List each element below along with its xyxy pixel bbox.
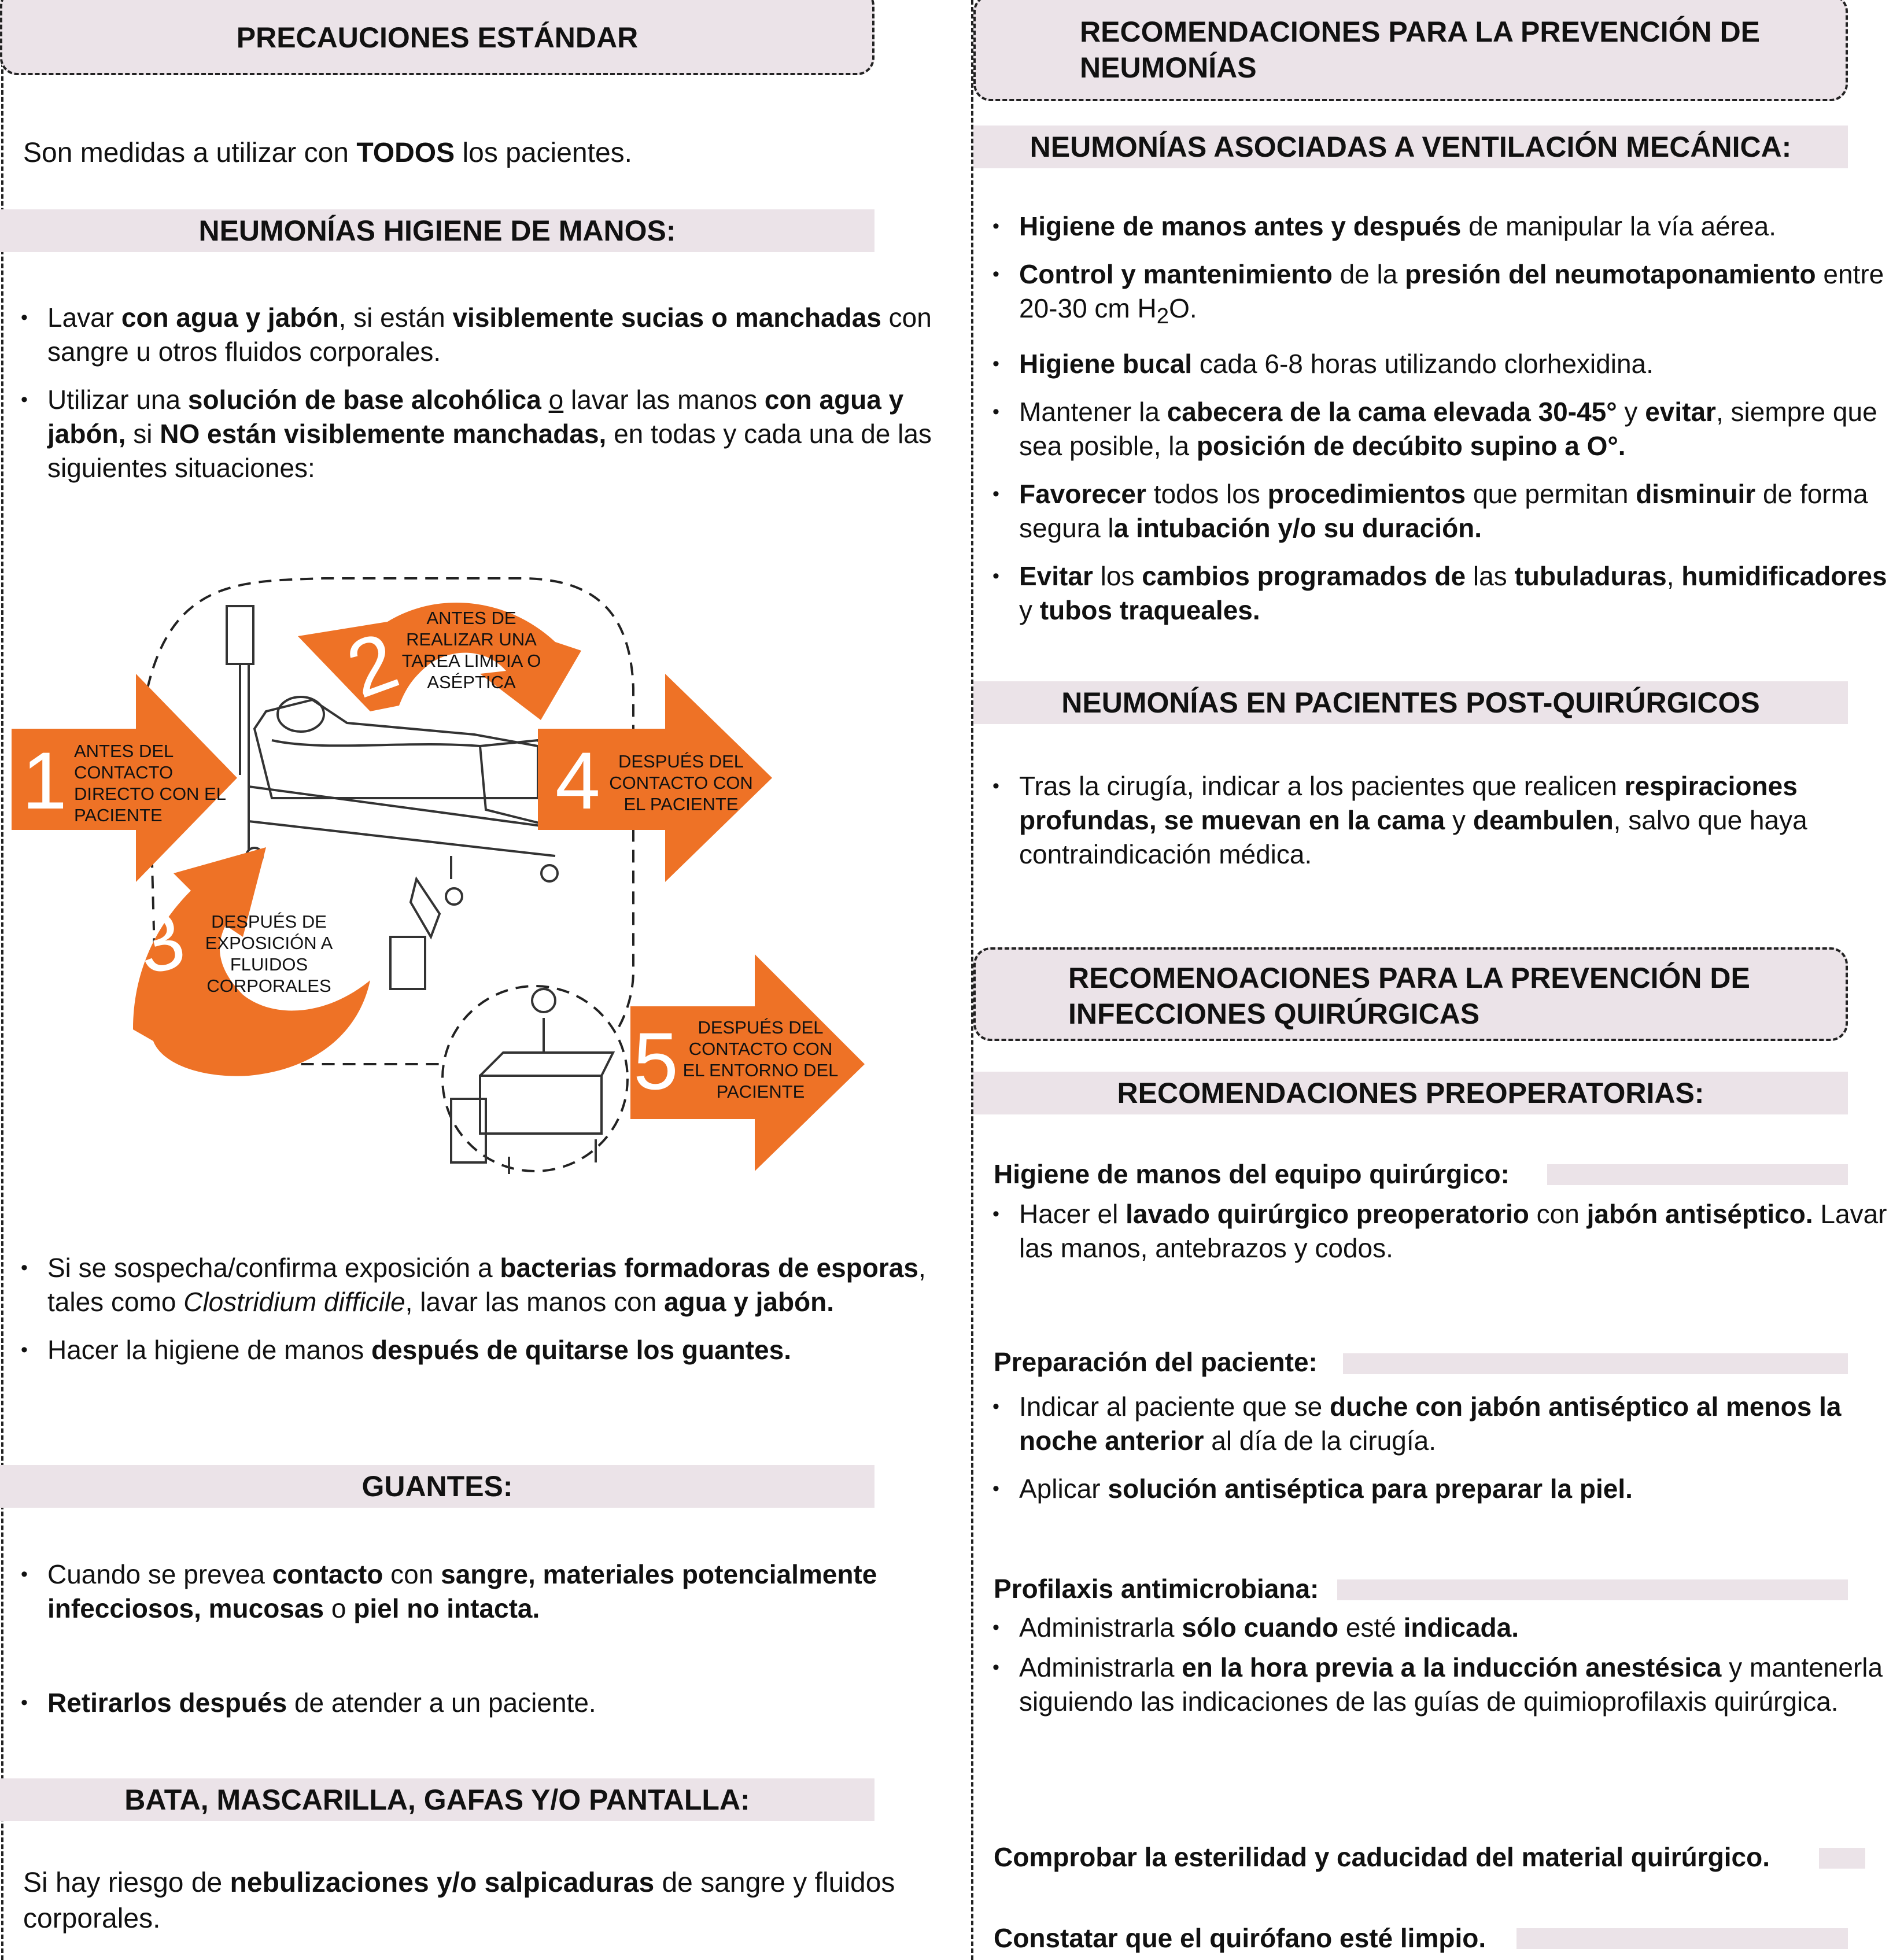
prophylaxis-item-2: • Administrarla en la hora previa a la inducción anestésica y mantenerla siguiendo las indicaciones de las guías de quimioprofilaxis quirúrgica. [986, 1651, 1888, 1719]
ventilation-item-4: • Mantener la cabecera de la cama elevada 30-45° y evitar, siempre que sea posible, la posición de decúbito supino a O°. [986, 395, 1888, 463]
hand-hygiene-list [14, 301, 945, 499]
moment-4-number: 4 [555, 735, 600, 826]
environment-zone-dashed-circle [442, 986, 628, 1171]
surgical-infection-prevention-title [973, 947, 1848, 1041]
pneumonia-prevention-title [973, 0, 1848, 101]
ventilation-item-3: • Higiene bucal cada 6-8 horas utilizando clorhexidina. [986, 347, 1888, 381]
gloves-list [14, 1557, 945, 1734]
post-surgical-pneumonia-heading: NEUMONÍAS EN PACIENTES POST-QUIRÚRGICOS [973, 681, 1848, 724]
moment-3-number: 3 [126, 892, 194, 992]
ventilation-item-1: • Higiene de manos antes y después de manipular la vía aérea. [986, 209, 1888, 243]
standard-precautions-title [0, 0, 874, 75]
prophylaxis-item-1: • Administrarla sólo cuando esté indicada. [986, 1611, 1888, 1645]
intro-text: Son medidas a utilizar con TODOS los pacientes. [23, 138, 632, 168]
moment-1-number: 1 [22, 735, 67, 826]
hand-hygiene-list-2 [14, 1251, 945, 1381]
moment-5-number: 5 [633, 1016, 678, 1106]
post-surgical-list [986, 769, 1888, 885]
hand-hygiene-item-3: • Si se sospecha/confirma exposición a bacterias formadoras de esporas, tales como Clostridium difficile, lavar las manos con agua y jabón. [14, 1251, 945, 1319]
moment-1-label: ANTES DEL CONTACTO DIRECTO CON EL PACIENTE [74, 741, 226, 825]
surgical-team-hands-strip [1547, 1164, 1848, 1185]
moment-5-label: DESPUÉS DEL CONTACTO CON EL ENTORNO DEL PACIENTE [682, 1017, 839, 1102]
moment-4-label: DESPUÉS DEL CONTACTO CON EL PACIENTE [609, 751, 753, 814]
operating-room-clean-text: Constatar que el quirófano esté limpio. [994, 1923, 1486, 1953]
sterility-check-text: Comprobar la esterilidad y caducidad del material quirúrgico. [994, 1842, 1770, 1872]
patient-preparation-strip [1343, 1353, 1848, 1374]
patient-preparation-heading: Preparación del paciente: [994, 1347, 1318, 1377]
ventilation-item-5: • Favorecer todos los procedimientos que permitan disminuir de forma segura la intubación y/o su duración. [986, 477, 1888, 545]
surgical-team-hands-list [986, 1197, 1888, 1279]
sterility-check-strip [1819, 1848, 1865, 1869]
moment-2-number: 2 [335, 614, 409, 715]
patient-preparation-item-2: • Aplicar solución antiséptica para preparar la piel. [986, 1472, 1888, 1506]
hand-hygiene-item-2: • Utilizar una solución de base alcohólica o lavar las manos con agua y jabón, si NO están visiblemente manchadas, en todas y cada una de las siguientes situaciones: [14, 383, 945, 485]
patient-preparation-item-1: • Indicar al paciente que se duche con jabón antiséptico al menos la noche anterior al día de la cirugía. [986, 1390, 1888, 1458]
gloves-item-1: • Cuando se prevea contacto con sangre, materiales potencialmente infecciosos, mucosas o piel no intacta. [14, 1557, 945, 1626]
moment-2-label: ANTES DE REALIZAR UNA TAREA LIMPIA O ASÉPTICA [401, 608, 541, 692]
operating-room-clean-strip [1516, 1928, 1848, 1949]
hand-hygiene-heading: NEUMONÍAS HIGIENE DE MANOS: [0, 209, 874, 252]
antimicrobial-prophylaxis-list [986, 1611, 1888, 1733]
ventilation-item-2: • Control y mantenimiento de la presión del neumotaponamiento entre 20-30 cm $H_2O$. [986, 257, 1888, 333]
hand-hygiene-item-4: • Hacer la higiene de manos después de quitarse los guantes. [14, 1333, 945, 1367]
gown-mask-text: Si hay riesgo de nebulizaciones y/o salpicaduras de sangre y fluidos corporales. [23, 1867, 895, 1934]
preoperative-heading: RECOMENDACIONES PREOPERATORIAS: [973, 1072, 1848, 1114]
moment-3-label: DESPUÉS DE EXPOSICIÓN A FLUIDOS CORPORALES [205, 911, 333, 996]
ventilation-pneumonia-heading: NEUMONÍAS ASOCIADAS A VENTILACIÓN MECÁNICA: [973, 126, 1848, 168]
ventilation-pneumonia-list [986, 209, 1888, 641]
patient-preparation-list [986, 1390, 1888, 1520]
standard-precautions-title-text: PRECAUCIONES ESTÁNDAR [236, 21, 639, 54]
gloves-heading: GUANTES: [0, 1465, 874, 1508]
post-surgical-item-1: • Tras la cirugía, indicar a los pacientes que realicen respiraciones profundas, se muevan en la cama y deambulen, salvo que haya contraindicación médica. [986, 769, 1888, 872]
five-moments-diagram [0, 555, 902, 1180]
gown-mask-heading: BATA, MASCARILLA, GAFAS Y/O PANTALLA: [0, 1778, 874, 1821]
pneumonia-prevention-title-text: RECOMENDACIONES PARA LA PREVENCIÓN DE NEUMONÍAS [1080, 16, 1761, 84]
surgical-team-hands-item-1: • Hacer el lavado quirúrgico preoperatorio con jabón antiséptico. Lavar las manos, antebrazos y codos. [986, 1197, 1888, 1265]
antimicrobial-prophylaxis-heading: Profilaxis antimicrobiana: [994, 1574, 1319, 1604]
antimicrobial-prophylaxis-strip [1337, 1579, 1848, 1600]
ventilation-item-6: • Evitar los cambios programados de las tubuladuras, humidificadores y tubos traqueales. [986, 559, 1888, 628]
gloves-item-2: • Retirarlos después de atender a un paciente. [14, 1686, 945, 1720]
surgical-team-hands-heading: Higiene de manos del equipo quirúrgico: [994, 1159, 1510, 1189]
surgical-infection-prevention-title-text: RECOMENOACIONES PARA LA PREVENCIÓN DE INFECCIONES QUIRÚRGICAS [1068, 962, 1750, 1030]
hand-hygiene-item-1: • Lavar con agua y jabón, si están visiblemente sucias o manchadas con sangre u otros fluidos corporales. [14, 301, 945, 369]
